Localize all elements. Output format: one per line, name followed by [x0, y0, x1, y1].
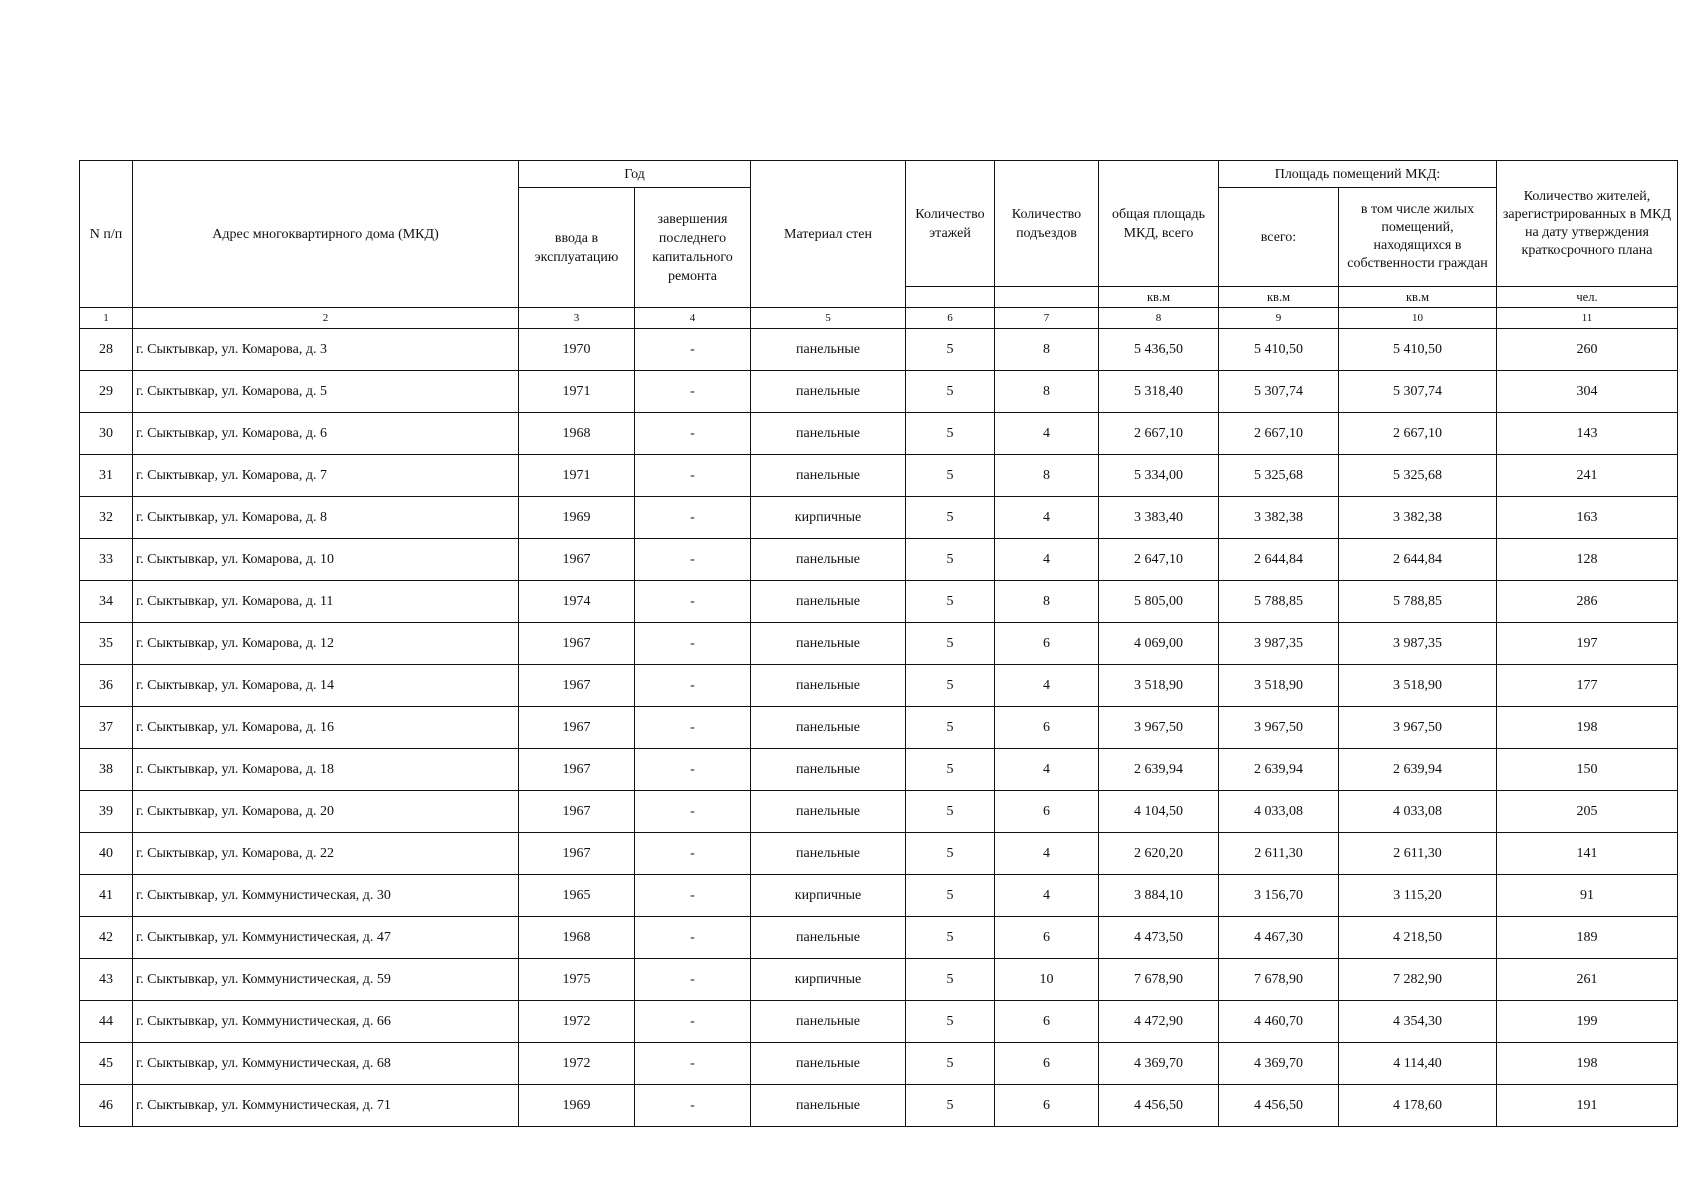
row-area-private: 2 639,94	[1339, 749, 1497, 791]
row-floors: 5	[906, 917, 995, 959]
row-residents: 199	[1497, 1001, 1678, 1043]
row-year-commission: 1970	[519, 329, 635, 371]
row-wall-material: панельные	[751, 371, 906, 413]
row-floors: 5	[906, 455, 995, 497]
row-area-private: 5 788,85	[1339, 581, 1497, 623]
row-floors: 5	[906, 1085, 995, 1127]
row-area-all: 4 456,50	[1219, 1085, 1339, 1127]
row-floors: 5	[906, 1001, 995, 1043]
row-residents: 205	[1497, 791, 1678, 833]
row-entrances: 6	[995, 917, 1099, 959]
row-area-all: 5 788,85	[1219, 581, 1339, 623]
row-year-repair: -	[635, 623, 751, 665]
row-area-private: 2 611,30	[1339, 833, 1497, 875]
row-year-repair: -	[635, 539, 751, 581]
row-address: г. Сыктывкар, ул. Комарова, д. 8	[133, 497, 519, 539]
row-area-all: 7 678,90	[1219, 959, 1339, 1001]
header-area-all: всего:	[1219, 188, 1339, 287]
row-entrances: 6	[995, 791, 1099, 833]
row-year-commission: 1967	[519, 665, 635, 707]
row-wall-material: панельные	[751, 329, 906, 371]
row-area-private: 4 218,50	[1339, 917, 1497, 959]
row-entrances: 8	[995, 581, 1099, 623]
row-total-area: 2 639,94	[1099, 749, 1219, 791]
row-entrances: 4	[995, 875, 1099, 917]
row-total-area: 7 678,90	[1099, 959, 1219, 1001]
row-wall-material: панельные	[751, 1085, 906, 1127]
row-wall-material: панельные	[751, 749, 906, 791]
table-row	[80, 791, 1678, 833]
header-entrances: Количество подъездов	[995, 161, 1099, 287]
row-number: 34	[80, 581, 133, 623]
row-wall-material: панельные	[751, 1001, 906, 1043]
row-total-area: 2 620,20	[1099, 833, 1219, 875]
row-area-all: 5 410,50	[1219, 329, 1339, 371]
row-floors: 5	[906, 749, 995, 791]
row-entrances: 6	[995, 707, 1099, 749]
row-residents: 197	[1497, 623, 1678, 665]
row-number: 42	[80, 917, 133, 959]
header-residents: Количество жителей, зарегистрированных в МКД на дату утверждения краткосрочного плана	[1497, 161, 1678, 287]
row-year-repair: -	[635, 1043, 751, 1085]
row-wall-material: панельные	[751, 455, 906, 497]
row-entrances: 10	[995, 959, 1099, 1001]
row-number: 41	[80, 875, 133, 917]
row-year-repair: -	[635, 497, 751, 539]
row-floors: 5	[906, 1043, 995, 1085]
row-number: 44	[80, 1001, 133, 1043]
row-area-all: 2 644,84	[1219, 539, 1339, 581]
row-residents: 260	[1497, 329, 1678, 371]
row-floors: 5	[906, 959, 995, 1001]
row-floors: 5	[906, 497, 995, 539]
row-address: г. Сыктывкар, ул. Комарова, д. 14	[133, 665, 519, 707]
row-area-private: 3 967,50	[1339, 707, 1497, 749]
table-row	[80, 1001, 1678, 1043]
row-area-private: 4 033,08	[1339, 791, 1497, 833]
row-area-all: 3 156,70	[1219, 875, 1339, 917]
row-number: 30	[80, 413, 133, 455]
col-number: 8	[1099, 308, 1219, 329]
row-address: г. Сыктывкар, ул. Комарова, д. 6	[133, 413, 519, 455]
unit-residents: чел.	[1497, 287, 1678, 308]
row-area-private: 3 382,38	[1339, 497, 1497, 539]
row-area-all: 2 667,10	[1219, 413, 1339, 455]
header-num: N п/п	[80, 161, 133, 308]
row-area-all: 4 033,08	[1219, 791, 1339, 833]
table-row	[80, 749, 1678, 791]
row-number: 31	[80, 455, 133, 497]
row-residents: 143	[1497, 413, 1678, 455]
row-entrances: 6	[995, 1085, 1099, 1127]
header-area-group: Площадь помещений МКД:	[1219, 161, 1497, 188]
row-floors: 5	[906, 371, 995, 413]
row-area-all: 4 460,70	[1219, 1001, 1339, 1043]
row-year-repair: -	[635, 707, 751, 749]
unit-area-all: кв.м	[1219, 287, 1339, 308]
row-residents: 91	[1497, 875, 1678, 917]
row-number: 39	[80, 791, 133, 833]
row-wall-material: панельные	[751, 791, 906, 833]
row-wall-material: панельные	[751, 1043, 906, 1085]
header-floors: Количество этажей	[906, 161, 995, 287]
row-wall-material: панельные	[751, 581, 906, 623]
row-address: г. Сыктывкар, ул. Комарова, д. 5	[133, 371, 519, 413]
table-row	[80, 329, 1678, 371]
header-year-repair: завершения последнего капитального ремонта	[635, 188, 751, 308]
row-number: 35	[80, 623, 133, 665]
row-year-commission: 1975	[519, 959, 635, 1001]
table-row	[80, 917, 1678, 959]
row-area-all: 3 987,35	[1219, 623, 1339, 665]
col-number: 10	[1339, 308, 1497, 329]
row-year-commission: 1968	[519, 917, 635, 959]
row-area-private: 4 114,40	[1339, 1043, 1497, 1085]
row-total-area: 4 069,00	[1099, 623, 1219, 665]
row-wall-material: панельные	[751, 665, 906, 707]
row-address: г. Сыктывкар, ул. Комарова, д. 10	[133, 539, 519, 581]
row-year-repair: -	[635, 791, 751, 833]
unit-entrances	[995, 287, 1099, 308]
row-residents: 286	[1497, 581, 1678, 623]
row-area-private: 5 410,50	[1339, 329, 1497, 371]
row-year-commission: 1967	[519, 791, 635, 833]
row-wall-material: панельные	[751, 413, 906, 455]
row-entrances: 6	[995, 1001, 1099, 1043]
row-total-area: 5 436,50	[1099, 329, 1219, 371]
row-total-area: 2 647,10	[1099, 539, 1219, 581]
row-floors: 5	[906, 581, 995, 623]
row-year-commission: 1967	[519, 707, 635, 749]
row-floors: 5	[906, 665, 995, 707]
row-year-repair: -	[635, 665, 751, 707]
row-year-commission: 1968	[519, 413, 635, 455]
row-area-all: 4 467,30	[1219, 917, 1339, 959]
row-address: г. Сыктывкар, ул. Коммунистическая, д. 71	[133, 1085, 519, 1127]
row-address: г. Сыктывкар, ул. Комарова, д. 18	[133, 749, 519, 791]
row-wall-material: панельные	[751, 833, 906, 875]
row-address: г. Сыктывкар, ул. Комарова, д. 22	[133, 833, 519, 875]
row-total-area: 4 369,70	[1099, 1043, 1219, 1085]
row-residents: 304	[1497, 371, 1678, 413]
col-number: 1	[80, 308, 133, 329]
row-number: 32	[80, 497, 133, 539]
row-area-private: 2 644,84	[1339, 539, 1497, 581]
row-residents: 141	[1497, 833, 1678, 875]
row-area-all: 4 369,70	[1219, 1043, 1339, 1085]
row-area-private: 4 354,30	[1339, 1001, 1497, 1043]
row-total-area: 4 473,50	[1099, 917, 1219, 959]
table-row	[80, 371, 1678, 413]
row-total-area: 2 667,10	[1099, 413, 1219, 455]
table-row	[80, 1043, 1678, 1085]
row-residents: 261	[1497, 959, 1678, 1001]
row-year-commission: 1971	[519, 371, 635, 413]
row-area-private: 5 325,68	[1339, 455, 1497, 497]
row-year-commission: 1974	[519, 581, 635, 623]
table-row	[80, 959, 1678, 1001]
row-entrances: 4	[995, 497, 1099, 539]
header-area-private: в том числе жилых помещений, находящихся в собственности граждан	[1339, 188, 1497, 287]
row-residents: 191	[1497, 1085, 1678, 1127]
col-number: 9	[1219, 308, 1339, 329]
row-total-area: 3 518,90	[1099, 665, 1219, 707]
row-number: 28	[80, 329, 133, 371]
row-address: г. Сыктывкар, ул. Комарова, д. 12	[133, 623, 519, 665]
row-year-commission: 1971	[519, 455, 635, 497]
row-total-area: 4 104,50	[1099, 791, 1219, 833]
row-address: г. Сыктывкар, ул. Комарова, д. 7	[133, 455, 519, 497]
row-year-repair: -	[635, 833, 751, 875]
row-wall-material: кирпичные	[751, 875, 906, 917]
row-floors: 5	[906, 833, 995, 875]
row-address: г. Сыктывкар, ул. Коммунистическая, д. 30	[133, 875, 519, 917]
row-year-repair: -	[635, 413, 751, 455]
header-wall-material: Материал стен	[751, 161, 906, 308]
row-residents: 128	[1497, 539, 1678, 581]
row-year-repair: -	[635, 371, 751, 413]
row-floors: 5	[906, 707, 995, 749]
row-area-private: 4 178,60	[1339, 1085, 1497, 1127]
row-area-private: 3 518,90	[1339, 665, 1497, 707]
row-total-area: 4 456,50	[1099, 1085, 1219, 1127]
row-year-repair: -	[635, 1001, 751, 1043]
row-number: 45	[80, 1043, 133, 1085]
row-number: 36	[80, 665, 133, 707]
unit-area-private: кв.м	[1339, 287, 1497, 308]
row-address: г. Сыктывкар, ул. Коммунистическая, д. 47	[133, 917, 519, 959]
row-wall-material: панельные	[751, 917, 906, 959]
row-year-commission: 1967	[519, 539, 635, 581]
row-year-commission: 1967	[519, 749, 635, 791]
col-number: 11	[1497, 308, 1678, 329]
row-year-commission: 1965	[519, 875, 635, 917]
row-floors: 5	[906, 875, 995, 917]
row-entrances: 4	[995, 539, 1099, 581]
row-entrances: 4	[995, 749, 1099, 791]
row-address: г. Сыктывкар, ул. Комарова, д. 16	[133, 707, 519, 749]
row-number: 46	[80, 1085, 133, 1127]
row-year-commission: 1969	[519, 497, 635, 539]
row-area-private: 3 987,35	[1339, 623, 1497, 665]
col-number: 6	[906, 308, 995, 329]
unit-floors	[906, 287, 995, 308]
housing-table	[79, 160, 1678, 1127]
row-wall-material: панельные	[751, 707, 906, 749]
col-number: 4	[635, 308, 751, 329]
row-entrances: 4	[995, 413, 1099, 455]
row-year-repair: -	[635, 581, 751, 623]
row-entrances: 8	[995, 371, 1099, 413]
header-total-area: общая площадь МКД, всего	[1099, 161, 1219, 287]
row-wall-material: кирпичные	[751, 959, 906, 1001]
row-area-private: 3 115,20	[1339, 875, 1497, 917]
row-year-commission: 1969	[519, 1085, 635, 1127]
row-address: г. Сыктывкар, ул. Коммунистическая, д. 68	[133, 1043, 519, 1085]
row-area-all: 3 518,90	[1219, 665, 1339, 707]
row-wall-material: панельные	[751, 623, 906, 665]
row-year-repair: -	[635, 749, 751, 791]
row-year-commission: 1967	[519, 833, 635, 875]
row-residents: 150	[1497, 749, 1678, 791]
row-residents: 198	[1497, 1043, 1678, 1085]
row-area-all: 5 307,74	[1219, 371, 1339, 413]
row-wall-material: панельные	[751, 539, 906, 581]
row-area-private: 7 282,90	[1339, 959, 1497, 1001]
row-address: г. Сыктывкар, ул. Комарова, д. 11	[133, 581, 519, 623]
row-number: 43	[80, 959, 133, 1001]
unit-total-area: кв.м	[1099, 287, 1219, 308]
row-total-area: 3 967,50	[1099, 707, 1219, 749]
row-number: 38	[80, 749, 133, 791]
row-area-private: 5 307,74	[1339, 371, 1497, 413]
row-year-repair: -	[635, 875, 751, 917]
row-year-commission: 1967	[519, 623, 635, 665]
row-year-commission: 1972	[519, 1001, 635, 1043]
row-entrances: 6	[995, 623, 1099, 665]
row-floors: 5	[906, 329, 995, 371]
row-area-all: 2 611,30	[1219, 833, 1339, 875]
row-year-commission: 1972	[519, 1043, 635, 1085]
header-address: Адрес многоквартирного дома (МКД)	[133, 161, 519, 308]
row-entrances: 8	[995, 455, 1099, 497]
col-number: 7	[995, 308, 1099, 329]
table-row	[80, 455, 1678, 497]
table-row	[80, 833, 1678, 875]
table-row	[80, 665, 1678, 707]
row-total-area: 4 472,90	[1099, 1001, 1219, 1043]
table-row	[80, 623, 1678, 665]
header-year-commission: ввода в эксплуатацию	[519, 188, 635, 308]
table-row	[80, 1085, 1678, 1127]
row-entrances: 4	[995, 833, 1099, 875]
row-year-repair: -	[635, 329, 751, 371]
table-row	[80, 413, 1678, 455]
row-year-repair: -	[635, 917, 751, 959]
row-number: 29	[80, 371, 133, 413]
col-number: 3	[519, 308, 635, 329]
row-year-repair: -	[635, 959, 751, 1001]
table-row	[80, 581, 1678, 623]
row-area-all: 3 382,38	[1219, 497, 1339, 539]
row-year-repair: -	[635, 1085, 751, 1127]
row-number: 33	[80, 539, 133, 581]
row-residents: 241	[1497, 455, 1678, 497]
row-address: г. Сыктывкар, ул. Коммунистическая, д. 66	[133, 1001, 519, 1043]
row-residents: 198	[1497, 707, 1678, 749]
row-year-repair: -	[635, 455, 751, 497]
row-total-area: 5 805,00	[1099, 581, 1219, 623]
row-wall-material: кирпичные	[751, 497, 906, 539]
row-residents: 163	[1497, 497, 1678, 539]
row-floors: 5	[906, 791, 995, 833]
row-total-area: 5 334,00	[1099, 455, 1219, 497]
row-area-all: 2 639,94	[1219, 749, 1339, 791]
row-residents: 177	[1497, 665, 1678, 707]
row-address: г. Сыктывкар, ул. Комарова, д. 3	[133, 329, 519, 371]
row-number: 37	[80, 707, 133, 749]
row-floors: 5	[906, 623, 995, 665]
row-entrances: 6	[995, 1043, 1099, 1085]
row-address: г. Сыктывкар, ул. Комарова, д. 20	[133, 791, 519, 833]
row-entrances: 4	[995, 665, 1099, 707]
row-area-private: 2 667,10	[1339, 413, 1497, 455]
row-total-area: 3 884,10	[1099, 875, 1219, 917]
row-number: 40	[80, 833, 133, 875]
table-row	[80, 539, 1678, 581]
row-floors: 5	[906, 539, 995, 581]
row-total-area: 5 318,40	[1099, 371, 1219, 413]
row-entrances: 8	[995, 329, 1099, 371]
row-residents: 189	[1497, 917, 1678, 959]
row-floors: 5	[906, 413, 995, 455]
row-address: г. Сыктывкар, ул. Коммунистическая, д. 59	[133, 959, 519, 1001]
table-row	[80, 497, 1678, 539]
col-number: 5	[751, 308, 906, 329]
row-area-all: 5 325,68	[1219, 455, 1339, 497]
table-row	[80, 707, 1678, 749]
row-area-all: 3 967,50	[1219, 707, 1339, 749]
col-number: 2	[133, 308, 519, 329]
row-total-area: 3 383,40	[1099, 497, 1219, 539]
header-year-group: Год	[519, 161, 751, 188]
table-row	[80, 875, 1678, 917]
